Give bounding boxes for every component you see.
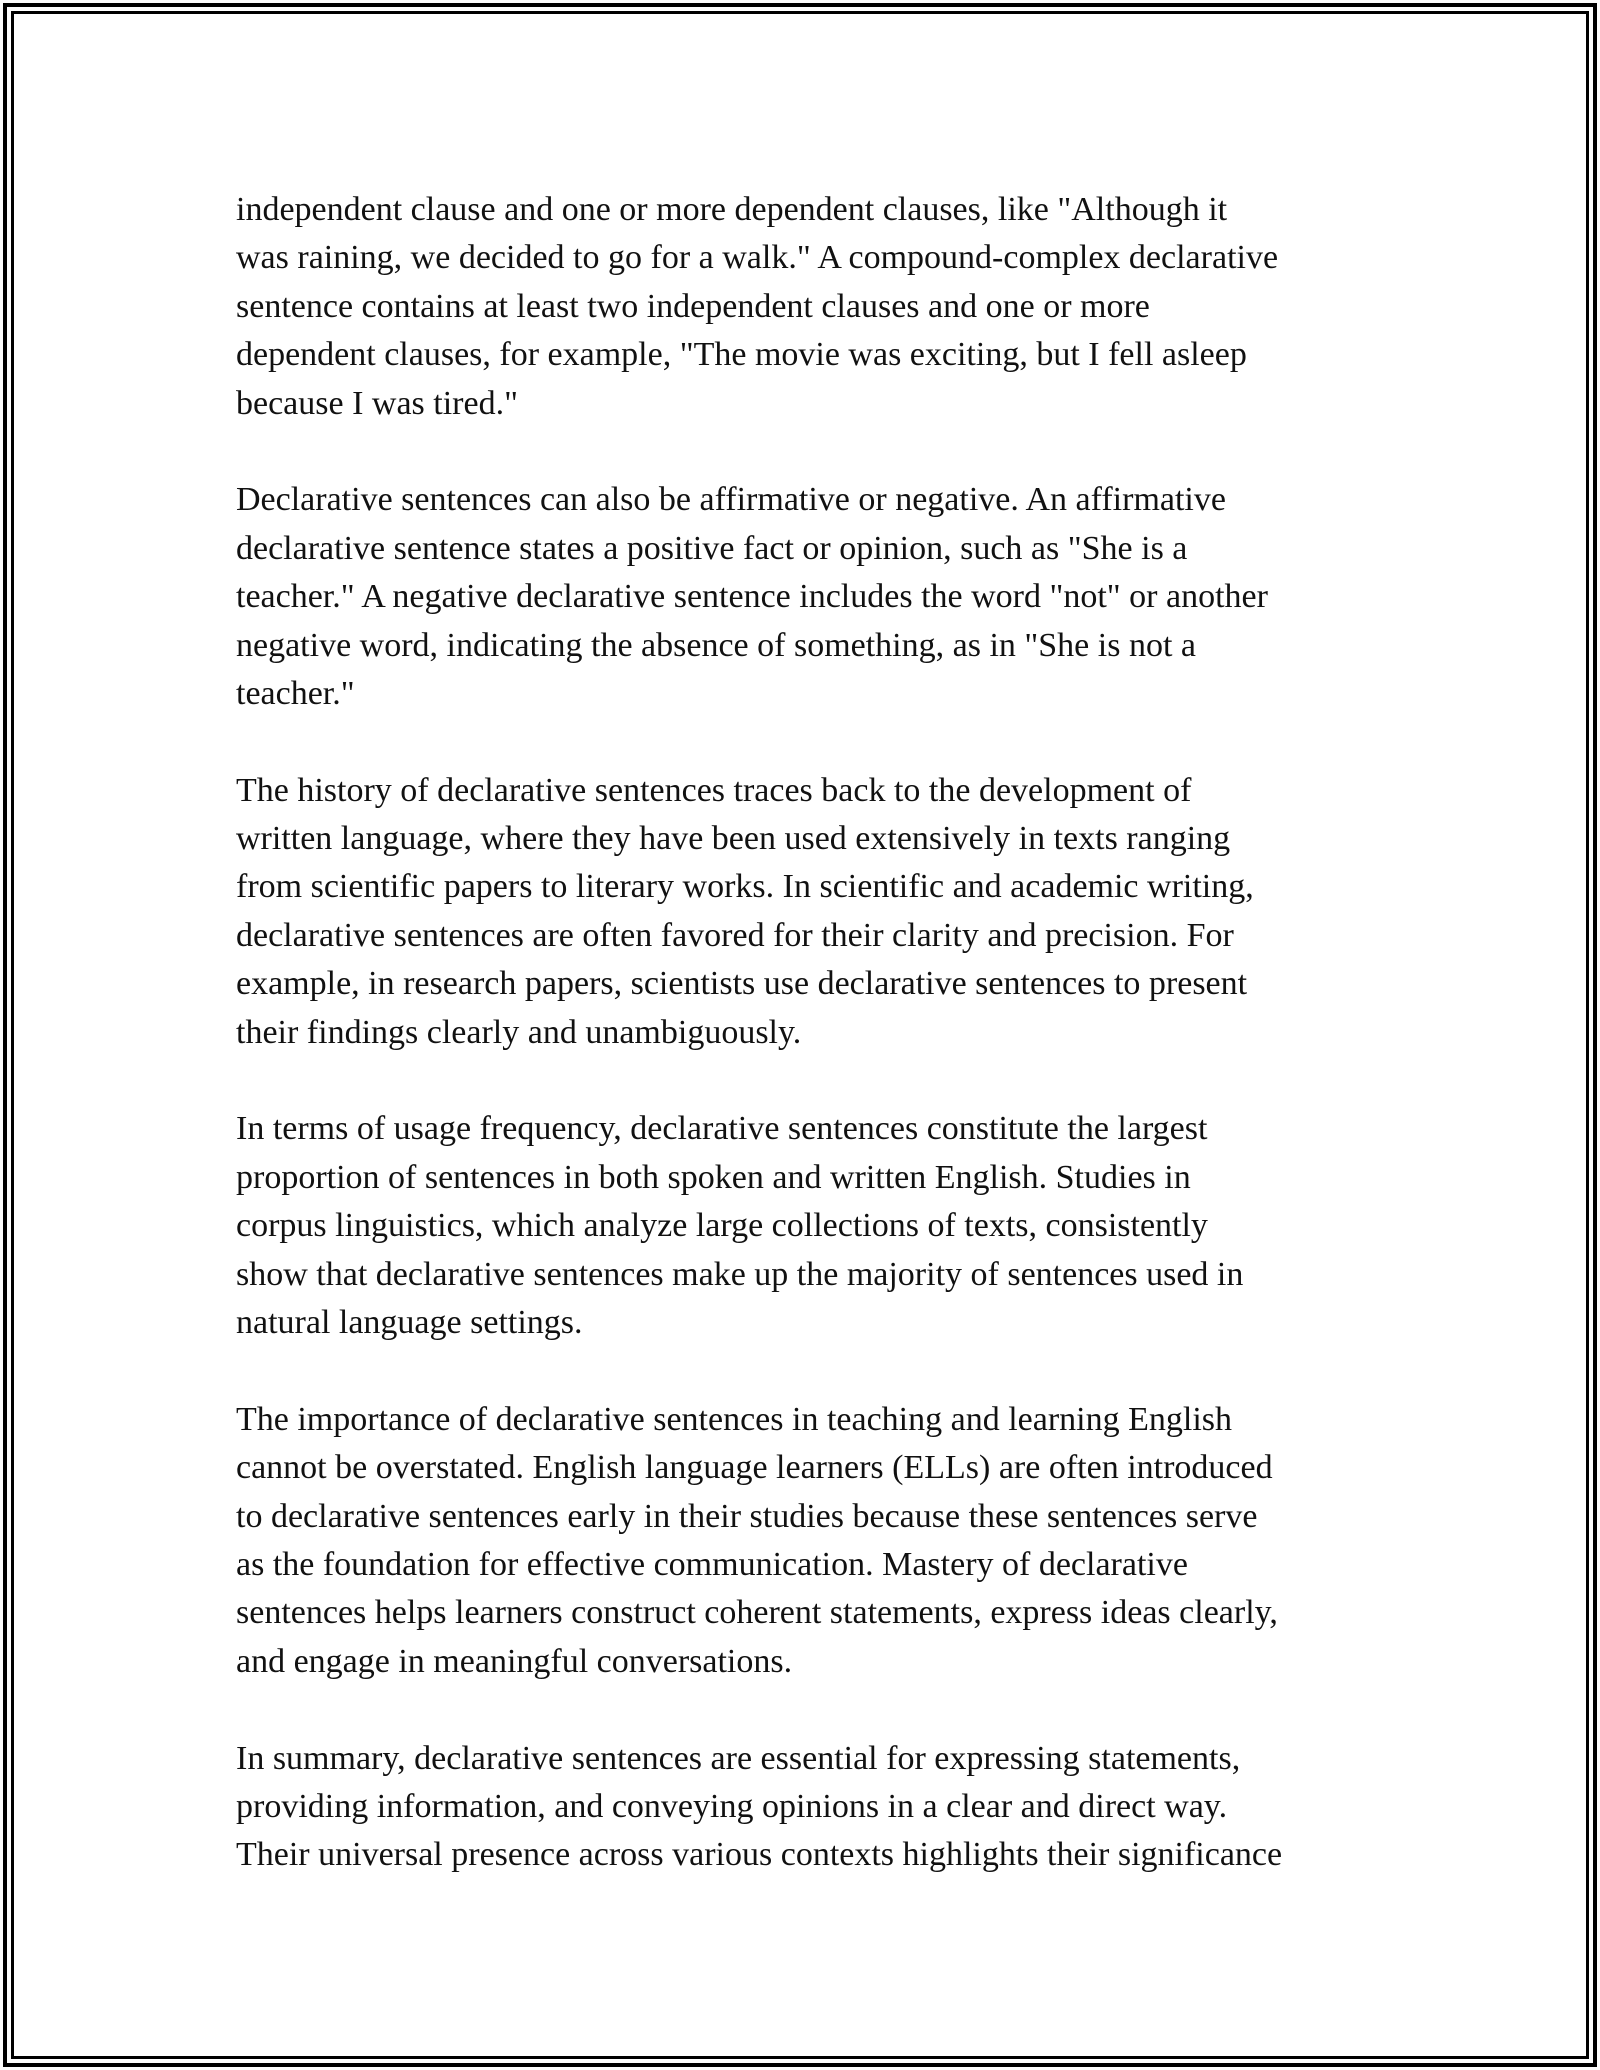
text-line: teacher." A negative declarative sentence includes the word "not" or another [236, 578, 1268, 616]
text-line: from scientific papers to literary works. In scientific and academic writing, [236, 868, 1254, 906]
text-line: sentences helps learners construct coherent statements, express ideas clearly, [236, 1594, 1278, 1632]
text-line: example, in research papers, scientists use declarative sentences to present [236, 965, 1248, 1003]
paragraph-history [236, 767, 1386, 1057]
text-line: corpus linguistics, which analyze large collections of texts, consistently [236, 1207, 1208, 1245]
text-line: because I was tired." [236, 384, 518, 422]
text-line: independent clause and one or more dependent clauses, like "Although it [236, 191, 1228, 228]
text-line: In terms of usage frequency, declarative sentences constitute the largest [236, 1110, 1208, 1148]
text-line: to declarative sentences early in their studies because these sentences serve [236, 1497, 1258, 1535]
text-line: Declarative sentences can also be affirmative or negative. An affirmative [236, 481, 1226, 519]
text-line: sentence contains at least two independent clauses and one or more [236, 287, 1150, 325]
paragraph-affirmative-negative [236, 476, 1386, 718]
text-line: The history of declarative sentences traces back to the development of [236, 771, 1192, 809]
text-line: Their universal presence across various contexts highlights their significance [236, 1836, 1283, 1874]
paragraph-summary [236, 1735, 1386, 1880]
text-line: cannot be overstated. English language learners (ELLs) are often introduced [236, 1449, 1273, 1487]
text-line: declarative sentence states a positive fact or opinion, such as "She is a [236, 529, 1188, 567]
paragraph-clause-types [236, 186, 1386, 428]
text-line: and engage in meaningful conversations. [236, 1642, 793, 1680]
text-line: declarative sentences are often favored for their clarity and precision. For [236, 916, 1234, 954]
text-line: show that declarative sentences make up the majority of sentences used in [236, 1255, 1244, 1293]
text-line: natural language settings. [236, 1303, 583, 1341]
paragraph-teaching-importance [236, 1396, 1386, 1686]
text-line: The importance of declarative sentences in teaching and learning English [236, 1400, 1232, 1438]
paragraph-usage-frequency [236, 1105, 1386, 1347]
text-line: dependent clauses, for example, "The movie was exciting, but I fell asleep [236, 336, 1247, 374]
text-line: teacher." [236, 674, 355, 712]
text-line: as the foundation for effective communication. Mastery of declarative [236, 1545, 1188, 1583]
text-line: their findings clearly and unambiguously. [236, 1013, 802, 1051]
text-line: providing information, and conveying opinions in a clear and direct way. [236, 1787, 1228, 1825]
text-line: written language, where they have been used extensively in texts ranging [236, 820, 1231, 858]
document-body [236, 186, 1386, 1928]
text-line: negative word, indicating the absence of something, as in "She is not a [236, 626, 1196, 664]
text-line: proportion of sentences in both spoken and written English. Studies in [236, 1158, 1191, 1196]
text-line: was raining, we decided to go for a walk." A compound-complex declarative [236, 239, 1279, 277]
text-line: In summary, declarative sentences are essential for expressing statements, [236, 1739, 1241, 1777]
